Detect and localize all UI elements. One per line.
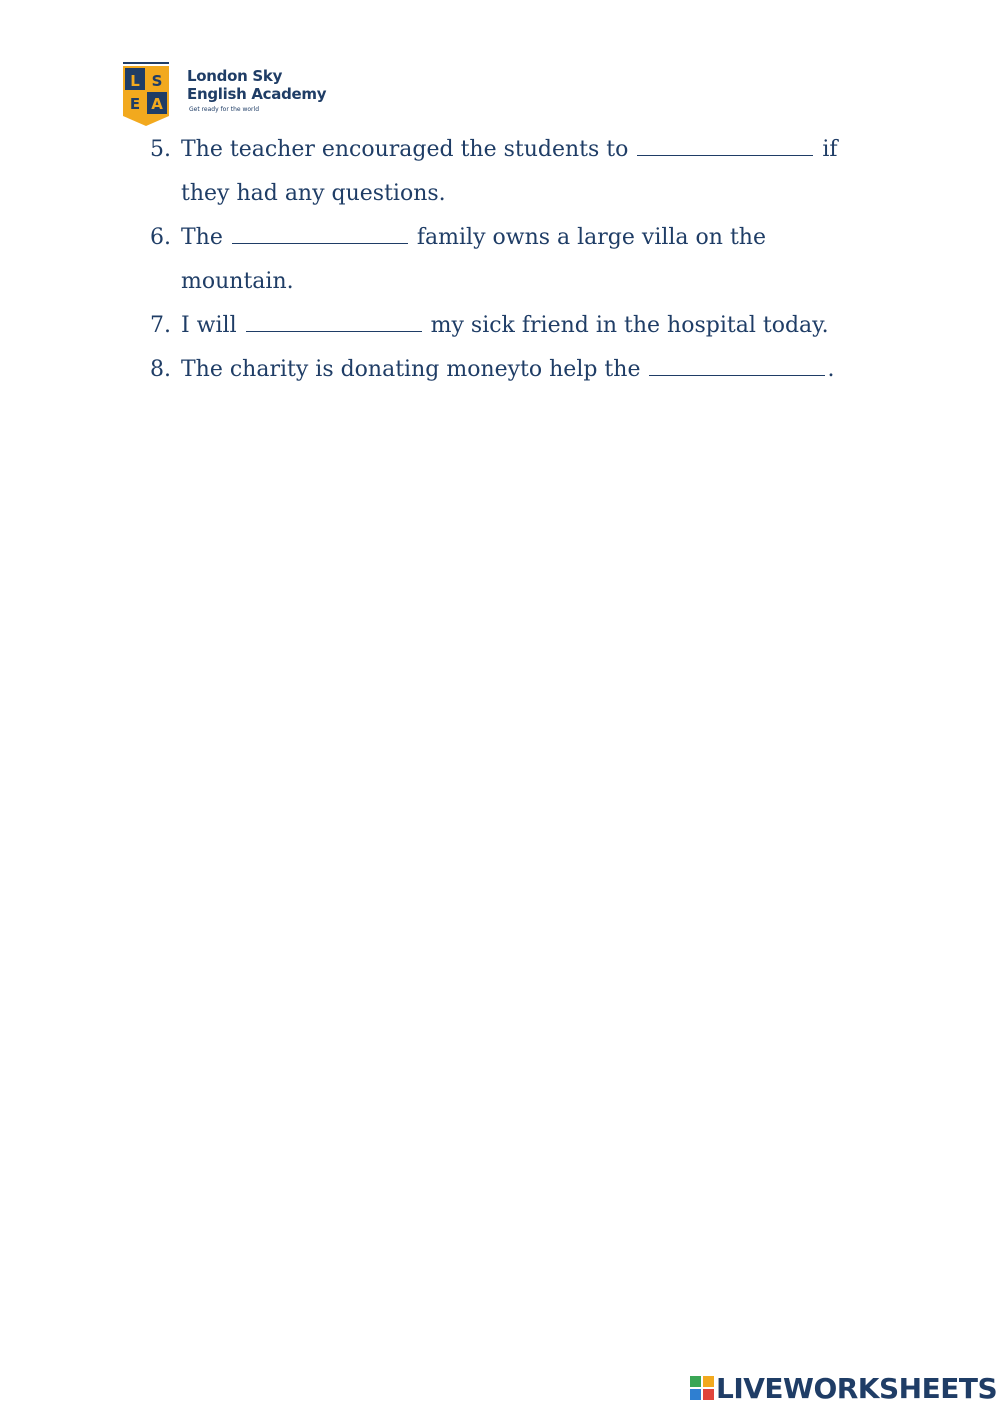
item-text-after: my sick friend in the hospital today. xyxy=(430,313,829,338)
logo-tagline: Get ready for the world xyxy=(189,106,260,113)
logo-letter-s: S xyxy=(151,72,163,90)
logo-name-line2: English Academy xyxy=(187,85,327,103)
item-text xyxy=(181,216,870,304)
exercise-item-5 xyxy=(150,128,870,216)
school-logo xyxy=(123,62,343,130)
item-number: 6. xyxy=(150,225,171,250)
logo-name-line1: London Sky xyxy=(187,67,283,85)
item-number: 8. xyxy=(150,357,171,382)
item-text-before: The charity is donating moneyto help the xyxy=(181,357,641,382)
answer-blank[interactable] xyxy=(246,309,422,332)
item-text-before: The xyxy=(181,225,223,250)
logo-name xyxy=(187,67,326,103)
liveworksheets-grid-icon xyxy=(690,1376,714,1400)
answer-blank[interactable] xyxy=(232,221,408,244)
item-text-after: if they had any questions. xyxy=(181,137,838,206)
exercise-list xyxy=(150,128,870,392)
liveworksheets-brand: LIVEWORKSHEETS xyxy=(716,1371,998,1405)
item-number: 5. xyxy=(150,137,171,162)
logo-letter-e: E xyxy=(129,95,141,113)
answer-blank[interactable] xyxy=(649,353,825,376)
lsea-shield-icon xyxy=(123,62,169,128)
item-text-before: The teacher encouraged the students to xyxy=(181,137,629,162)
exercise-item-7 xyxy=(150,304,870,348)
exercise-item-8 xyxy=(150,348,870,392)
exercise-item-6 xyxy=(150,216,870,304)
item-text-after: . xyxy=(827,357,835,382)
logo-letter-a: A xyxy=(151,95,163,113)
logo-letter-l: L xyxy=(130,72,140,90)
item-number: 7. xyxy=(150,313,171,338)
liveworksheets-logo xyxy=(690,1372,997,1404)
item-text-before: I will xyxy=(181,313,237,338)
item-text xyxy=(181,304,870,348)
item-text xyxy=(181,348,870,392)
answer-blank[interactable] xyxy=(637,133,813,156)
item-text xyxy=(181,128,870,216)
item-text-after: family owns a large villa on the mountain. xyxy=(181,225,766,294)
